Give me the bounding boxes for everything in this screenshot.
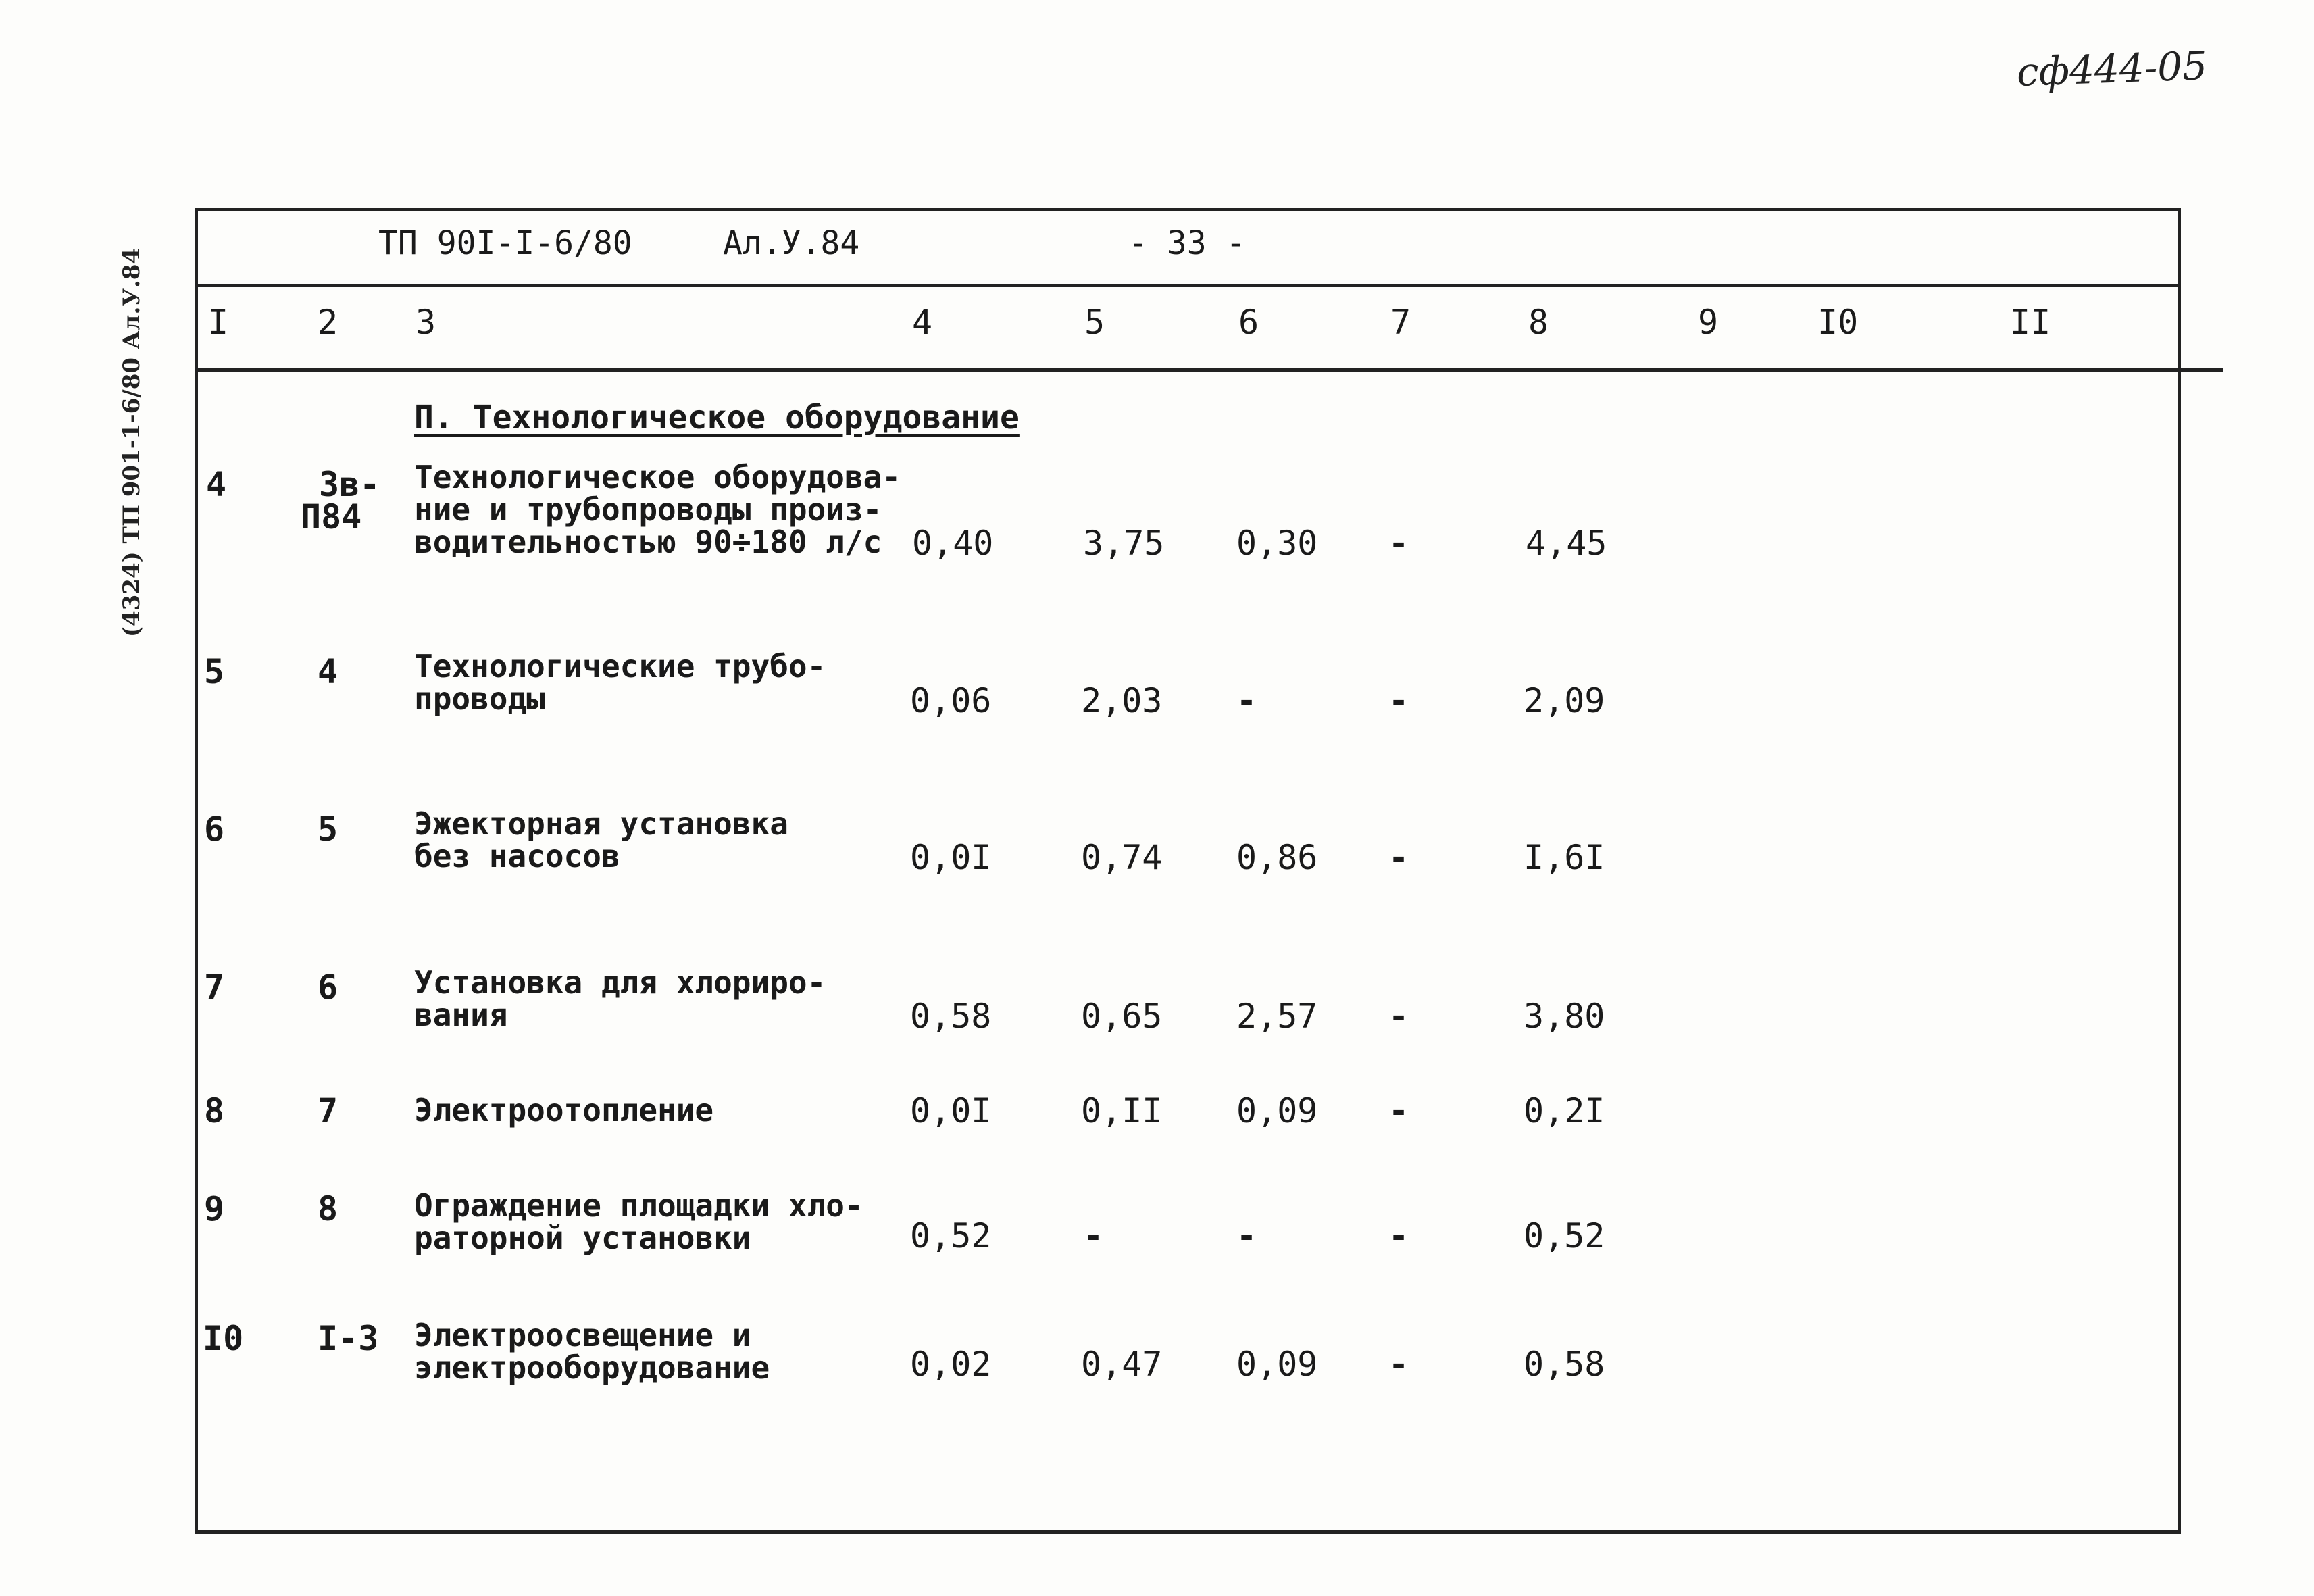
row-description-line: вания (414, 997, 508, 1033)
column-number: 6 (1238, 303, 1259, 342)
row-description-line: Технологическое оборудова- (414, 459, 901, 495)
album-code: Ал.У.84 (723, 224, 860, 262)
cell-col6: - (1236, 1216, 1257, 1255)
cell-col7: - (1388, 838, 1409, 877)
cell-col4: 0,40 (912, 524, 994, 563)
cell-col6: 0,86 (1236, 838, 1318, 877)
row-description-line: электрооборудование (414, 1349, 770, 1386)
cell-col7: - (1388, 997, 1409, 1036)
row-code: П84 (301, 497, 362, 537)
column-number: 7 (1390, 303, 1411, 342)
row-code: 6 (318, 968, 338, 1007)
cell-col8: 4,45 (1526, 524, 1607, 563)
cell-col4: 0,52 (910, 1216, 992, 1255)
row-number: I0 (203, 1319, 244, 1358)
cell-col8: 0,58 (1524, 1345, 1605, 1384)
page-number: - 33 - (1128, 224, 1246, 262)
column-number: 5 (1084, 303, 1105, 342)
row-number: 6 (204, 809, 225, 849)
cell-col8: 0,52 (1524, 1216, 1605, 1255)
cell-col5: 2,03 (1081, 681, 1163, 720)
row-description-line: проводы (414, 680, 545, 717)
cell-col8: 3,80 (1524, 997, 1605, 1036)
side-margin-note (101, 223, 162, 662)
row-description-line: ние и трубопроводы произ- (414, 491, 882, 528)
cell-col6: 0,30 (1236, 524, 1318, 563)
row-description-line: раторной установки (414, 1220, 751, 1256)
row-description (414, 459, 901, 567)
column-number: 8 (1528, 303, 1549, 342)
row-description-line: Установка для хлориро- (414, 964, 826, 1001)
cell-col5: 0,65 (1081, 997, 1163, 1036)
cell-col6: 2,57 (1236, 997, 1318, 1036)
row-code: 3в- (319, 465, 380, 504)
row-code: 7 (318, 1091, 338, 1130)
row-description-line: водительностью 90÷180 л/с (414, 524, 882, 560)
row-code: 4 (318, 652, 338, 691)
cell-col4: 0,02 (910, 1345, 992, 1384)
row-description-line: Ограждение площадки хло- (414, 1187, 863, 1224)
cell-col6: - (1236, 681, 1257, 720)
row-code: I-3 (318, 1319, 379, 1358)
cell-col5: 0,74 (1081, 838, 1163, 877)
row-description (414, 805, 788, 881)
row-description (414, 1317, 770, 1393)
row-description-line: Электроосвещение и (414, 1317, 751, 1353)
cell-col4: 0,0I (910, 1091, 992, 1130)
row-number: 9 (204, 1189, 225, 1228)
doc-code: ТП 90I-I-6/80 (378, 224, 632, 262)
cell-col5: 0,II (1081, 1091, 1163, 1130)
cell-col6: 0,09 (1236, 1345, 1318, 1384)
cell-col4: 0,06 (910, 681, 992, 720)
row-number: 4 (206, 465, 227, 504)
row-description (414, 1092, 714, 1135)
column-numbers-divider (196, 368, 2223, 372)
cell-col7: - (1388, 1091, 1409, 1130)
column-number: 2 (318, 303, 338, 342)
row-description (414, 964, 826, 1040)
row-number: 5 (204, 652, 225, 691)
side-margin-note-text: (4324) ТП 901-1-6/80 Ал.У.84 (118, 247, 145, 638)
row-number: 8 (204, 1091, 225, 1130)
cell-col7: - (1388, 524, 1409, 563)
row-code: 8 (318, 1189, 338, 1228)
cell-col8: 0,2I (1524, 1091, 1605, 1130)
column-number: II (2010, 303, 2051, 342)
cell-col4: 0,0I (910, 838, 992, 877)
row-description-line: Технологические трубо- (414, 648, 826, 684)
cell-col5: 3,75 (1083, 524, 1165, 563)
cell-col8: I,6I (1524, 838, 1605, 877)
cell-col7: - (1388, 1216, 1409, 1255)
cell-col5: 0,47 (1081, 1345, 1163, 1384)
cell-col7: - (1388, 1345, 1409, 1384)
column-number: 9 (1698, 303, 1719, 342)
cell-col6: 0,09 (1236, 1091, 1318, 1130)
column-number: 3 (416, 303, 436, 342)
row-description (414, 648, 826, 724)
column-number: 4 (912, 303, 933, 342)
cell-col4: 0,58 (910, 997, 992, 1036)
row-code: 5 (318, 809, 338, 849)
row-description-line: без насосов (414, 838, 620, 874)
cell-col8: 2,09 (1524, 681, 1605, 720)
column-number: I (208, 303, 229, 342)
column-number: I0 (1817, 303, 1859, 342)
document-code-handwritten: сф444-05 (2015, 43, 2209, 95)
row-description (414, 1187, 863, 1263)
section-title: П. Технологическое оборудование (414, 399, 1020, 437)
row-number: 7 (204, 968, 225, 1007)
header-divider (196, 284, 2180, 287)
cell-col5: - (1083, 1216, 1104, 1255)
row-description-line: Эжекторная установка (414, 805, 788, 842)
row-description-line: Электроотопление (414, 1092, 714, 1128)
cell-col7: - (1388, 681, 1409, 720)
